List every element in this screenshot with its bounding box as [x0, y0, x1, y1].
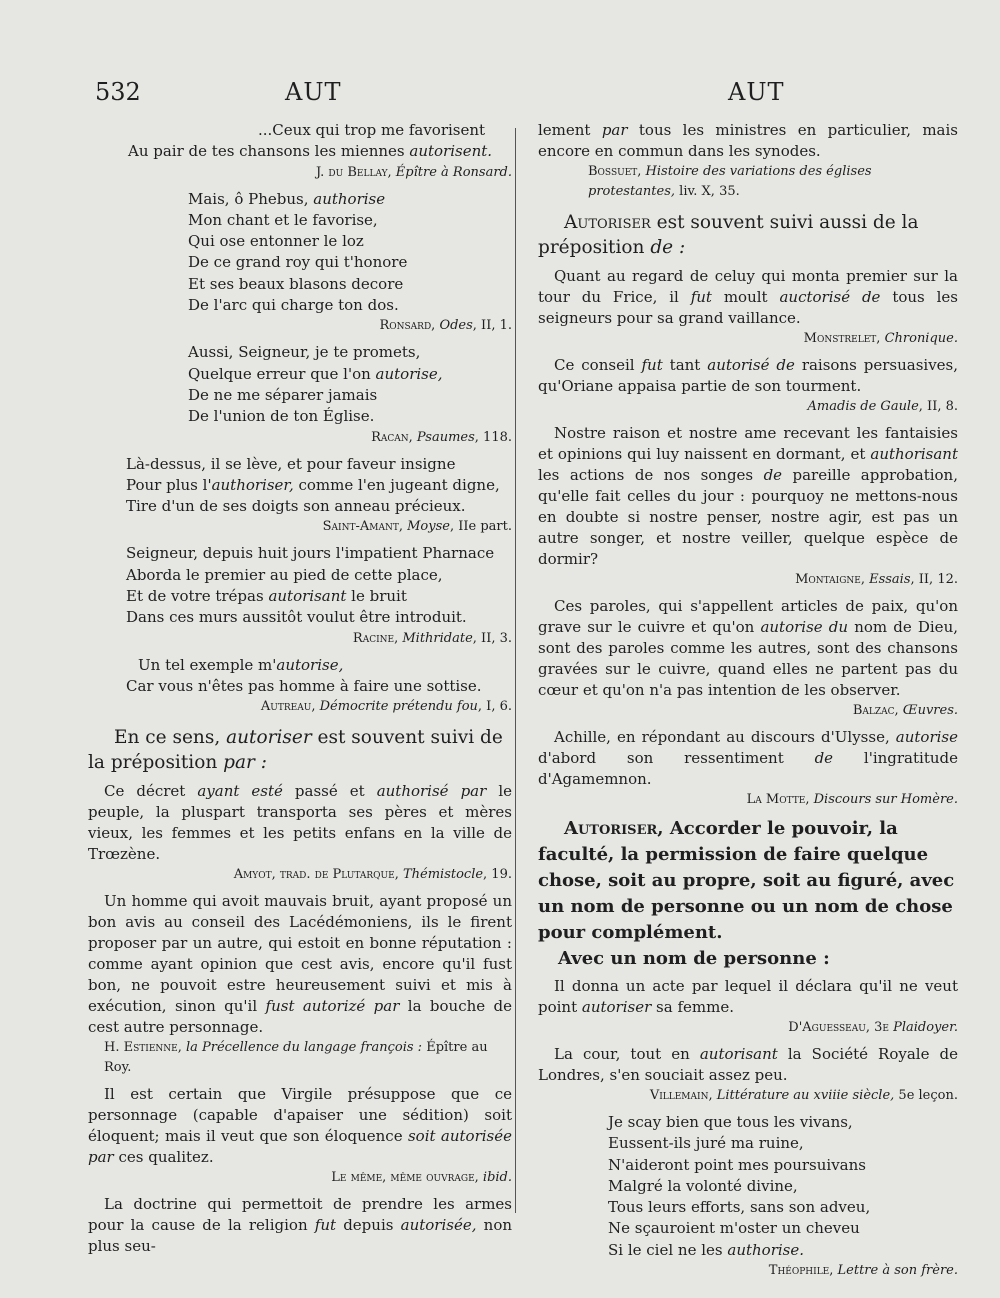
- author: J. du Bellay,: [315, 164, 396, 180]
- citation: [88, 428, 512, 448]
- verse-line: [128, 141, 512, 162]
- keyword: fut: [314, 1216, 337, 1235]
- keyword: fut: [690, 288, 712, 306]
- verse-racine: [88, 543, 512, 628]
- verse-line: Et ses beaux blasons decore: [188, 274, 404, 293]
- verse-line: N'aideront point mes poursuivans: [608, 1155, 866, 1174]
- text: La cour, tout en: [554, 1045, 700, 1063]
- headword: Autoriser: [564, 818, 658, 839]
- verse-du-bellay: [88, 120, 512, 141]
- ref: Épître au Roy.: [104, 1040, 488, 1076]
- work: Chronique.: [884, 331, 958, 346]
- subheading-personne: Avec un nom de personne :: [558, 948, 830, 969]
- ref: , 19.: [483, 867, 512, 883]
- verse-line: ...Ceux qui trop me favorisent: [258, 121, 486, 139]
- running-head-left: AUT: [285, 78, 342, 106]
- keyword: soit autorisée par: [88, 1127, 512, 1167]
- keyword: autorise du: [760, 618, 849, 636]
- verse-line: Eussent-ils juré ma ruine,: [608, 1134, 804, 1153]
- keyword: autorise,: [276, 655, 344, 674]
- keyword: autorisée,: [400, 1216, 477, 1235]
- text: Au pair de tes chansons les miennes: [128, 142, 410, 161]
- author: Ronsard,: [379, 318, 440, 334]
- text: Ce conseil: [554, 356, 642, 374]
- text: est souvent suivi aussi de la préposition: [538, 212, 919, 258]
- text: Un tel exemple m': [138, 655, 277, 674]
- citation: [538, 570, 958, 590]
- quote-bossuet-end: [538, 120, 958, 162]
- citation: [88, 316, 512, 336]
- verse-line: Seigneur, depuis huit jours l'impatient Pharnace: [126, 544, 495, 563]
- keyword: autoriser: [581, 998, 652, 1016]
- work: Psaumes: [416, 429, 475, 445]
- author: H. Estienne,: [104, 1040, 186, 1056]
- verse-line: [188, 189, 512, 210]
- work: Lettre à son frère.: [837, 1263, 958, 1279]
- verse-line: Tous leurs efforts, sans son adveu,: [608, 1198, 871, 1217]
- keyword: authorisé par: [376, 782, 487, 801]
- ref: , IIe part.: [449, 519, 512, 535]
- text: Quant au regard de celuy qui monta premier sur la tour du Frice, il: [538, 267, 958, 306]
- citation: [88, 629, 512, 649]
- author: Racan,: [371, 429, 417, 445]
- keyword: fust autorizé par: [265, 997, 400, 1016]
- author: Saint-Amant,: [322, 519, 408, 535]
- author: D'Aguesseau, 3e: [788, 1020, 894, 1035]
- verse-theophile: [538, 1112, 958, 1261]
- citation: [88, 517, 512, 537]
- verse-line: De ne me séparer jamais: [188, 385, 378, 404]
- citation: [88, 1168, 512, 1188]
- text: nom de Dieu, sont des paroles comme les autres, sont des chansons gravées sur le cuivre, quand elles ne partent pas du cœur et qu'on n'a pas intention de les observer.: [538, 618, 958, 699]
- text: depuis: [336, 1216, 401, 1235]
- verse-line: [126, 586, 512, 607]
- text: Nostre raison et nostre ame recevant les fantaisies et opinions qui luy naissent en dormant, et: [538, 424, 958, 463]
- text: non plus seu-: [88, 1216, 513, 1256]
- keyword: authorise: [313, 189, 386, 208]
- author: Villemain,: [649, 1088, 717, 1103]
- citation: [538, 1261, 958, 1281]
- quote-bossuet-start: [88, 1194, 512, 1257]
- section-heading-de: [538, 210, 958, 260]
- quote-villemain: [538, 1044, 958, 1086]
- verse-line: Aussi, Seigneur, je te promets,: [188, 343, 421, 362]
- verse-line: Dans ces murs aussitôt voulut être introduit.: [126, 608, 467, 627]
- verse-saint-amant: [88, 454, 512, 518]
- text: Si le ciel ne les: [608, 1240, 728, 1259]
- verse-line: De l'arc qui charge ton dos.: [188, 296, 399, 315]
- keyword: fut: [641, 356, 663, 374]
- ref: , 118.: [474, 429, 512, 445]
- definition-text: , Accorder le pouvoir, la faculté, la permission de faire quelque chose, soit au propre, soit au figuré, avec un nom de personne ou un nom de chose pour complément.: [538, 818, 955, 943]
- verse-line: [188, 364, 512, 385]
- citation: [538, 1086, 958, 1106]
- verse-du-bellay-2: [88, 141, 512, 162]
- work: la Précellence du langage françois :: [185, 1040, 423, 1056]
- verse-line: Je scay bien que tous les vivans,: [608, 1113, 853, 1131]
- text: le peuple, la pluspart transporta ses pères et mères vieux, les femmes et les petits enfans en la ville de Trœzène.: [88, 782, 512, 864]
- text: Achille, en répondant au discours d'Ulysse,: [554, 728, 896, 746]
- ref: , II, 3.: [472, 630, 512, 646]
- citation: [538, 701, 958, 721]
- keyword: de: [763, 466, 783, 484]
- verse-line: Aborda le premier au pied de cette place,: [126, 565, 443, 584]
- text: raisons persuasives, qu'Oriane appaisa partie de son tourment.: [538, 356, 959, 395]
- text: Il est certain que Virgile présuppose que ce personnage (capable d'apaiser une sédition) soit éloquent; mais il veut que son éloquence: [88, 1085, 512, 1146]
- text: comme l'en jugeant digne,: [293, 475, 500, 494]
- ref: liv. X, 35.: [675, 184, 740, 199]
- text: sa femme.: [651, 998, 734, 1016]
- text: est souvent suivi de la préposition: [88, 727, 503, 774]
- verse-line: [126, 475, 512, 496]
- ref: , I, 6.: [477, 699, 512, 715]
- quote-amyot: [88, 781, 512, 865]
- quote-monstrelet: [538, 266, 958, 329]
- citation: [538, 162, 958, 202]
- work: Mithridate: [402, 630, 473, 646]
- text: l'ingratitude d'Agamemnon.: [538, 749, 958, 788]
- citation: [538, 1018, 958, 1038]
- keyword: autorisant: [268, 587, 347, 606]
- work: Moyse: [407, 519, 450, 535]
- text: Mais, ô Phebus,: [188, 189, 314, 208]
- work: Thémistocle: [402, 867, 484, 883]
- citation: [538, 329, 958, 349]
- ref: , II, 12.: [910, 572, 958, 587]
- ref: , II, 8.: [918, 399, 958, 414]
- author: Amyot, trad. de Plutarque,: [233, 867, 403, 883]
- verse-line: [126, 655, 512, 676]
- verse-line: Car vous n'êtes pas homme à faire une sottise.: [126, 676, 482, 695]
- author: Racine,: [352, 630, 403, 646]
- author: Balzac,: [852, 703, 903, 718]
- work: Histoire des variations des églises protestantes,: [588, 164, 872, 199]
- headword: Autoriser: [564, 212, 651, 233]
- keyword: auctorisé de: [779, 288, 881, 306]
- citation: [538, 790, 958, 810]
- text: En ce sens,: [114, 727, 227, 749]
- verse-line: De ce grand roy qui t'honore: [188, 253, 408, 272]
- keyword: autorisent.: [409, 142, 493, 161]
- verse-ronsard: [88, 189, 512, 317]
- text: tous les seigneurs pour sa grand vaillance.: [538, 288, 958, 327]
- ref: 5e leçon.: [894, 1088, 958, 1103]
- text: tant: [662, 356, 708, 374]
- verse-autreau: [88, 655, 512, 698]
- keyword: par :: [223, 752, 267, 774]
- work: Littérature au xviiie siècle,: [716, 1088, 895, 1103]
- work: Odes: [439, 318, 473, 334]
- keyword: de :: [650, 237, 686, 258]
- page-number: 532: [95, 78, 141, 106]
- quote-amadis: [538, 355, 958, 397]
- text: Ces paroles, qui s'appellent articles de paix, qu'on grave sur le cuivre et qu'on: [538, 597, 958, 636]
- column-divider: [515, 128, 516, 1213]
- quote-le-meme: [88, 1084, 512, 1168]
- verse-line: [608, 1240, 958, 1261]
- verse-line: Malgré la volonté divine,: [608, 1176, 798, 1195]
- keyword: authorise.: [727, 1240, 805, 1259]
- author: Montaigne,: [795, 572, 870, 587]
- text: la Société Royale de Londres, s'en souciait assez peu.: [538, 1045, 958, 1084]
- quote-daguesseau: [538, 976, 958, 1018]
- text: tous les ministres en particulier, mais encore en commun dans les synodes.: [538, 121, 958, 160]
- work: ibid.: [482, 1170, 512, 1186]
- keyword: autorise,: [375, 364, 443, 383]
- author: Bossuet,: [588, 164, 646, 179]
- left-column: [88, 120, 512, 1257]
- verse-line: Mon chant et le favorise,: [188, 210, 378, 229]
- citation: [88, 1038, 512, 1078]
- text: Il donna un acte par lequel il déclara qu'il ne veut point: [538, 977, 958, 1016]
- text: Et de votre trépas: [126, 587, 269, 606]
- text: Un homme qui avoit mauvais bruit, ayant proposé un bon avis au conseil des Lacédémoniens, ils le firent proposer par un autre, qui estoit en bonne réputation : comme ayant opinion que cest avis, encore qu'il fust bon, ne pouvoit estre heureusement suivi et mis à exécution, sinon qu'il: [88, 892, 512, 1016]
- author: Le même, même ouvrage,: [331, 1170, 483, 1186]
- verse-line: Ne sçauroient m'oster un cheveu: [608, 1219, 860, 1238]
- running-head-right: AUT: [728, 78, 785, 106]
- keyword: autorisant: [699, 1045, 778, 1063]
- text: moult: [711, 288, 780, 306]
- keyword: par: [601, 121, 628, 139]
- text: le bruit: [346, 587, 407, 606]
- text: la bouche de cest autre personnage.: [88, 997, 512, 1037]
- keyword: autorisé de: [707, 356, 795, 374]
- author: Autreau,: [260, 699, 320, 715]
- definition-autoriser: [538, 816, 958, 946]
- text: La doctrine qui permettoit de prendre les armes pour la cause de la religion: [88, 1195, 512, 1235]
- verse-line: Tire d'un de ses doigts son anneau précieux.: [126, 497, 466, 516]
- author: Monstrelet,: [803, 331, 885, 346]
- work: Plaidoyer.: [893, 1020, 958, 1035]
- quote-balzac: [538, 596, 958, 701]
- right-column: [538, 120, 958, 1287]
- text: passé et: [282, 782, 377, 801]
- keyword: autorise: [895, 728, 958, 746]
- text: Ce décret: [104, 782, 198, 801]
- work: Démocrite prétendu fou: [319, 699, 478, 715]
- keyword: ayant esté: [197, 782, 283, 801]
- quote-estienne: [88, 891, 512, 1038]
- author: Théophile,: [768, 1263, 838, 1279]
- keyword: authoriser,: [211, 475, 294, 494]
- verse-line: De l'union de ton Église.: [188, 407, 375, 426]
- citation: [88, 163, 512, 183]
- work: Amadis de Gaule: [807, 399, 919, 414]
- work: Essais: [869, 572, 911, 587]
- citation: [88, 865, 512, 885]
- text: pareille approbation, qu'elle fait celles du jour : pourquoy ne mettons-nous en doubte si nostre penser, nostre agir, est pas un autre songer, et nostre veiller, quelque espèce de dormir?: [538, 466, 958, 568]
- text: ces qualitez.: [113, 1148, 214, 1167]
- citation: [538, 397, 958, 417]
- text: Quelque erreur que l'on: [188, 364, 376, 383]
- text: d'abord son ressentiment: [538, 749, 815, 767]
- citation: [88, 697, 512, 717]
- quote-montaigne: [538, 423, 958, 570]
- quote-la-motte: [538, 727, 958, 790]
- work: Œuvres.: [902, 703, 958, 718]
- keyword: de: [814, 749, 834, 767]
- keyword: autoriser: [226, 727, 312, 749]
- text: Pour plus l': [126, 475, 212, 494]
- text: lement: [538, 121, 602, 139]
- work: Épître à Ronsard.: [395, 164, 512, 180]
- ref: , II, 1.: [472, 318, 512, 334]
- verse-racan: [88, 342, 512, 427]
- verse-line: Qui ose entonner le loz: [188, 232, 364, 251]
- author: La Motte,: [746, 792, 814, 807]
- section-heading-par: [88, 725, 512, 775]
- work: Discours sur Homère.: [813, 792, 958, 807]
- verse-line: Là-dessus, il se lève, et pour faveur insigne: [126, 454, 456, 473]
- keyword: authorisant: [870, 445, 958, 463]
- text: les actions de nos songes: [538, 466, 764, 484]
